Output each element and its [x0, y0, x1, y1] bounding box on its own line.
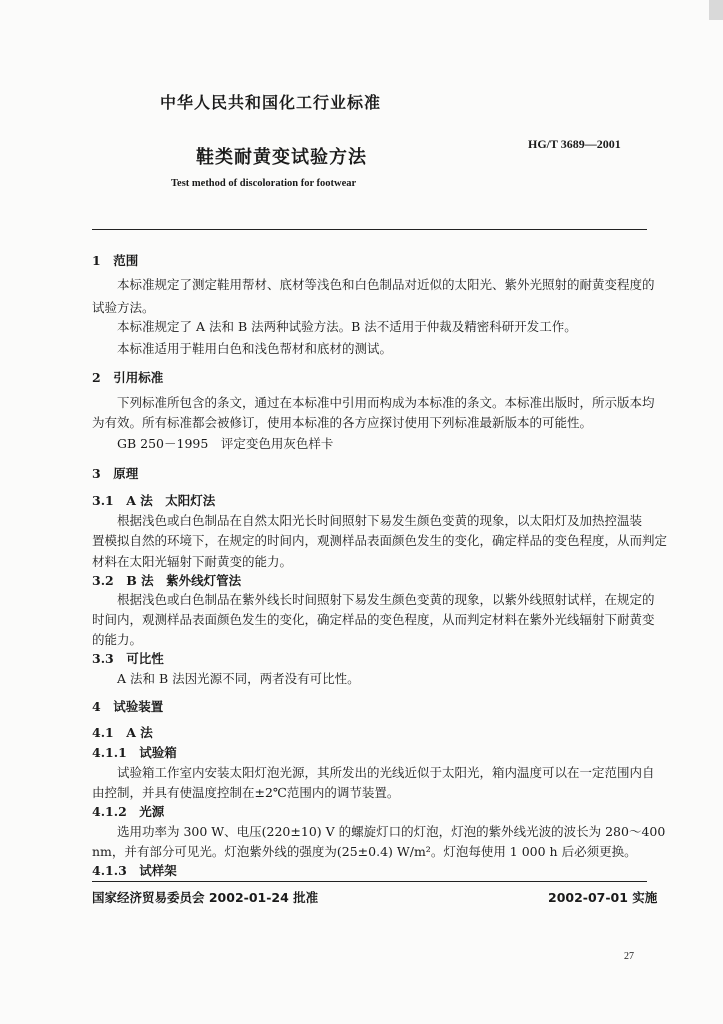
subsection-heading: 4.1 A 法	[92, 725, 153, 740]
paragraph-line: 本标准规定了 A 法和 B 法两种试验方法。B 法不适用于仲裁及精密科研开发工作。	[117, 319, 577, 334]
document-title: 鞋类耐黄变试验方法	[196, 147, 367, 168]
paragraph-line: 根据浅色或白色制品在紫外线长时间照射下易发生颜色变黄的现象，以紫外线照射试样，在规定的	[117, 592, 655, 607]
scan-edge-mark	[709, 0, 723, 20]
footer-rule	[92, 881, 647, 882]
subsection-heading: 3.3 可比性	[92, 651, 164, 666]
paragraph-line: 试验方法。	[92, 300, 155, 315]
paragraph-line: 下列标准所包含的条文，通过在本标准中引用而构成为本标准的条文。本标准出版时，所示版本均	[117, 395, 655, 410]
subsection-heading: 4.1.2 光源	[92, 804, 165, 819]
section-heading: 1 范围	[92, 253, 139, 268]
subsection-heading: 3.1 A 法 太阳灯法	[92, 493, 216, 508]
paragraph-line: 为有效。所有标准都会被修订，使用本标准的各方应探讨使用下列标准最新版本的可能性。	[92, 415, 593, 430]
standard-code: HG/T 3689—2001	[528, 137, 621, 151]
paragraph-line: 试验箱工作室内安装太阳灯泡光源，其所发出的光线近似于太阳光，箱内温度可以在一定范围内自	[117, 765, 655, 780]
paragraph-line: 根据浅色或白色制品在自然太阳光长时间照射下易发生颜色变黄的现象，以太阳灯及加热控温装	[117, 513, 643, 528]
implementation-note: 2002-07-01 实施	[548, 890, 658, 905]
english-subtitle: Test method of discoloration for footwear	[171, 178, 357, 189]
paragraph-line: 由控制，并具有使温度控制在±2℃范围内的调节装置。	[92, 785, 400, 800]
paragraph-line: 本标准适用于鞋用白色和浅色帮材和底材的测试。	[117, 341, 393, 356]
paragraph-line: 的能力。	[92, 632, 143, 647]
paragraph-line: 选用功率为 300 W、电压(220±10) V 的螺旋灯口的灯泡，灯泡的紫外线光波的波长为 280～400	[117, 824, 666, 839]
paragraph-line: 材料在太阳光辐射下耐黄变的能力。	[92, 554, 293, 569]
subsection-heading: 4.1.3 试样架	[92, 863, 177, 878]
paragraph-line: 本标准规定了测定鞋用帮材、底材等浅色和白色制品对近似的太阳光、紫外光照射的耐黄变程度的	[117, 277, 655, 292]
section-heading: 4 试验装置	[92, 699, 164, 714]
paragraph-line: nm，并有部分可见光。灯泡紫外线的强度为(25±0.4) W/m²。灯泡每使用 1 000 h 后必须更换。	[92, 844, 637, 859]
approval-note: 国家经济贸易委员会 2002-01-24 批准	[92, 890, 319, 905]
subsection-heading: 3.2 B 法 紫外线灯管法	[92, 573, 242, 588]
paragraph-line: A 法和 B 法因光源不同，两者没有可比性。	[117, 671, 360, 686]
section-heading: 2 引用标准	[92, 370, 164, 385]
paragraph-line: 置模拟自然的环境下，在规定的时间内，观测样品表面颜色发生的变化，确定样品的变色程度，从而判定	[92, 533, 668, 548]
paragraph-line: 时间内，观测样品表面颜色发生的变化，确定样品的变色程度，从而判定材料在紫外光线辐射下耐黄变	[92, 612, 655, 627]
organization-heading: 中华人民共和国化工行业标准	[160, 93, 382, 112]
subsection-heading: 4.1.1 试验箱	[92, 745, 177, 760]
section-heading: 3 原理	[92, 466, 139, 481]
page-number: 27	[624, 951, 634, 962]
reference-line: GB 250－1995 评定变色用灰色样卡	[117, 436, 334, 451]
header-rule	[92, 229, 647, 230]
